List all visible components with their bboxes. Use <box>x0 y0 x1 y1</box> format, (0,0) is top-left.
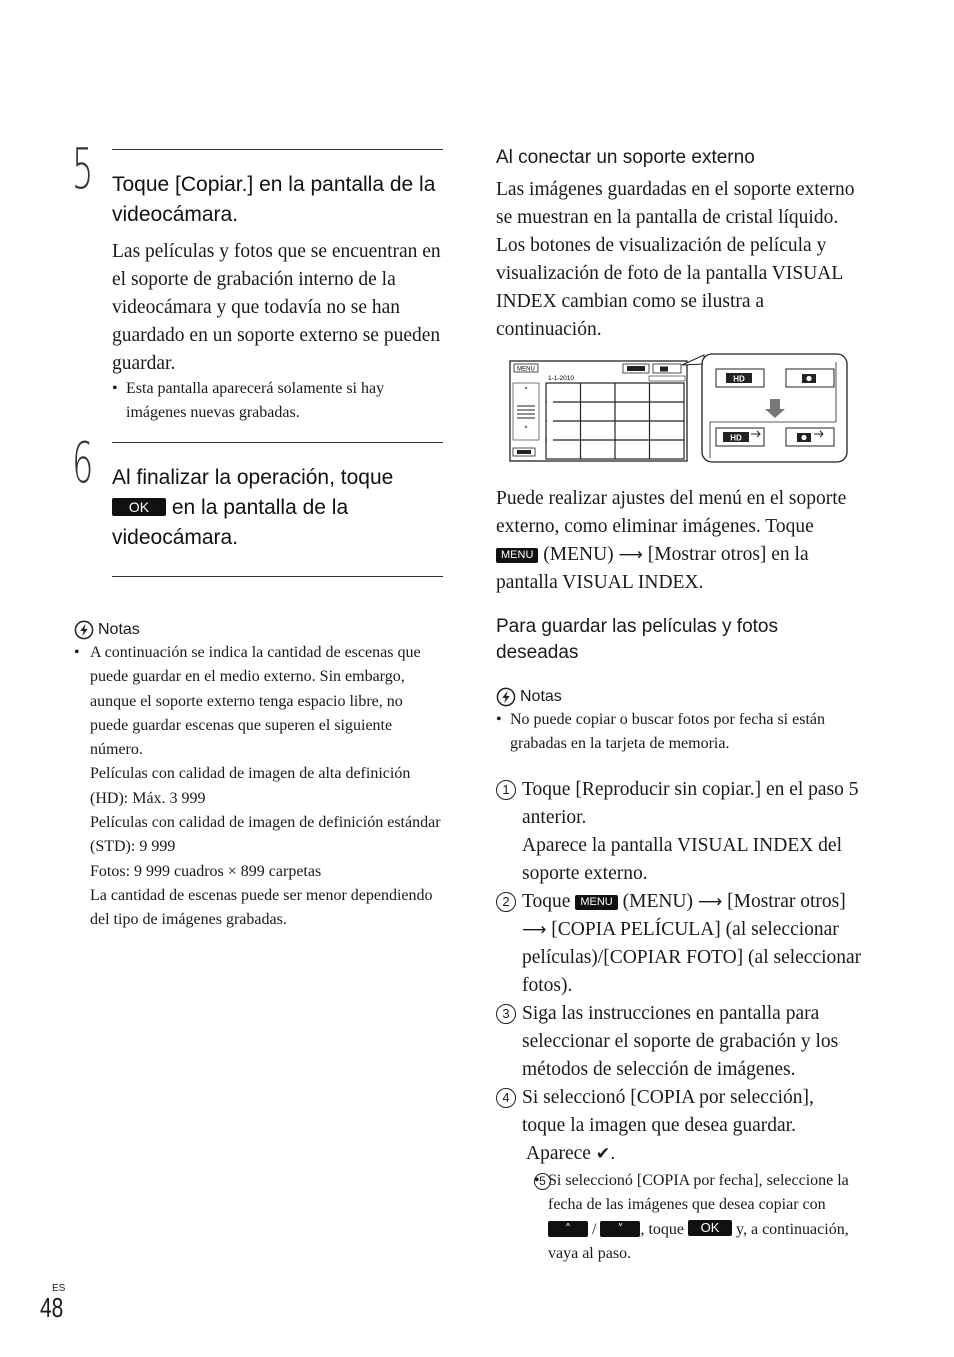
step6-rule <box>112 442 443 443</box>
arrow-icon: ⟶ <box>618 545 643 565</box>
scroll-down-button-icon: ˅ <box>600 1221 640 1237</box>
procedure-item-2-d: [COPIA PELÍCULA] (al seleccionar películas)/[COPIAR FOTO] (al seleccionar fotos). <box>522 919 862 996</box>
procedure-item-1-text: Toque [Reproducir sin copiar.] en el paso 5 anterior. <box>522 779 859 828</box>
checkmark-icon: ✔. <box>595 1144 616 1164</box>
step5-heading: Toque [Copiar.] en la pantalla de la videocámara. <box>112 173 436 226</box>
step6-heading <box>112 463 442 553</box>
procedure-item-2 <box>496 888 862 1000</box>
step-circle-4: 4 <box>496 1088 516 1108</box>
notes-right <box>496 687 836 757</box>
notes-left <box>74 620 444 933</box>
footer-lang: ES <box>52 1283 66 1294</box>
sub-bullet-a: Si seleccionó [COPIA por fecha], seleccione la fecha de las imágenes que desea copiar con <box>548 1172 849 1214</box>
procedure-item-2-a: Toque <box>522 891 571 912</box>
procedure-item-2-c: [Mostrar otros] <box>727 891 846 912</box>
step-circle-ref-5: 5 <box>534 1173 551 1190</box>
step-circle-3: 3 <box>496 1004 516 1024</box>
notes-right-bullet: • No puede copiar o buscar fotos por fecha si están grabadas en la tarjeta de memoria. <box>496 708 836 757</box>
footer-page-number: 48 <box>40 1292 64 1323</box>
step6-heading-a: Al finalizar la operación, toque <box>112 466 394 489</box>
procedure-item-1-sub: Aparece la pantalla VISUAL INDEX del soporte externo. <box>522 835 843 884</box>
scroll-up-button-icon: ˄ <box>548 1221 588 1237</box>
step5-bullet: • Esta pantalla aparecerá solamente si hay imágenes nuevas grabadas. <box>112 377 444 426</box>
notes-left-p5: La cantidad de escenas puede ser menor dependiendo del tipo de imágenes grabadas. <box>90 886 433 929</box>
procedure-item-2-b: (MENU) <box>622 891 694 912</box>
sub-bullet-end: . <box>627 1244 632 1262</box>
screen-date: 1-1-2010 <box>548 375 575 382</box>
notes-left-title: Notas <box>98 621 140 638</box>
menu-key-icon: MENU <box>496 548 538 563</box>
screen-down-arrow: ˅ <box>523 426 529 436</box>
step6-bottom-rule <box>112 576 443 577</box>
menu-paragraph-c: [Mostrar otros] en la pantalla VISUAL INDEX. <box>496 544 809 593</box>
menu-key-icon: MENU <box>575 895 617 910</box>
screen-up-arrow: ˄ <box>523 387 529 397</box>
arrow-icon: ⟶ <box>522 920 547 940</box>
procedure-item-4 <box>496 1084 862 1266</box>
notes-left-p1: • A continuación se indica la cantidad de escenas que puede guardar en el medio externo. Sin embargo, aunque el soporte externo tenga espacio libre, no puede guardar escenas que superen el siguiente número. <box>90 644 421 759</box>
visual-index-illustration <box>508 352 850 464</box>
procedure-item-4-text: Si seleccionó [COPIA por selección], toque la imagen que desea guardar. <box>522 1087 814 1136</box>
notes-right-title: Notas <box>520 688 562 705</box>
step-circle-2: 2 <box>496 892 516 912</box>
notes-left-header <box>74 620 444 640</box>
ok-button-icon: OK <box>112 498 166 516</box>
external-paragraph: Las imágenes guardadas en el soporte externo se muestran en la pantalla de cristal líquido. Los botones de visualización de película y visualización de foto de la pantalla VISUAL INDEX cambian como se ilustra a continuación. <box>496 179 855 340</box>
notes-left-p2: Películas con calidad de imagen de alta definición (HD): Máx. 3 999 <box>90 765 411 807</box>
notes-left-item <box>74 641 444 933</box>
arrow-icon: ⟶ <box>697 892 723 912</box>
menu-paragraph <box>496 485 861 597</box>
ok-button-icon: OK <box>688 1220 732 1236</box>
notes-icon <box>74 620 94 640</box>
procedure-item-1 <box>496 776 862 888</box>
sub-bullet-slash: / <box>592 1220 597 1238</box>
screen-menu-label: MENU <box>517 366 535 373</box>
notes-right-header <box>496 687 836 707</box>
notes-icon <box>496 687 516 707</box>
procedure-item-4-sub-bullet <box>534 1169 862 1266</box>
step-circle-1: 1 <box>496 780 516 800</box>
step5-body: Las películas y fotos que se encuentran en el soporte de grabación interno de la videocámara y que todavía no se han guardado en un soporte externo se pueden guardar. <box>112 241 441 374</box>
procedure-item-3-text: Siga las instrucciones en pantalla para seleccionar el soporte de grabación y los métodos de selección de imágenes. <box>522 1003 839 1080</box>
procedure-item-4-sub-text: Aparece <box>526 1143 591 1164</box>
step6-heading-b: en la pantalla de la videocámara. <box>112 496 349 549</box>
illustration-svg <box>508 352 850 464</box>
notes-left-p3: Películas con calidad de imagen de definición estándar (STD): 9 999 <box>90 814 441 856</box>
procedure-item-3 <box>496 1000 862 1084</box>
procedure-list <box>496 776 862 1266</box>
section-heading-save: Para guardar las películas y fotos deseadas <box>496 616 778 663</box>
notes-left-p4: Fotos: 9 999 cuadros × 899 carpetas <box>90 862 322 880</box>
menu-paragraph-b: (MENU) <box>543 544 614 565</box>
hd-button-label-bottom: HD <box>730 433 742 443</box>
sub-bullet-b: , toque <box>640 1220 684 1238</box>
menu-paragraph-a: Puede realizar ajustes del menú en el soporte externo, como eliminar imágenes. Toque <box>496 488 847 537</box>
step-number-5: 5 <box>72 137 94 202</box>
step-number-6: 6 <box>72 431 94 496</box>
hd-button-label-top: HD <box>733 374 745 384</box>
thumbnail-grid <box>546 383 684 459</box>
sub-bullet-c: y, a continuación, vaya al paso <box>548 1220 849 1262</box>
section-heading-external: Al conectar un soporte externo <box>496 147 755 168</box>
procedure-item-4-sub <box>522 1140 862 1168</box>
step5-rule <box>112 149 443 150</box>
